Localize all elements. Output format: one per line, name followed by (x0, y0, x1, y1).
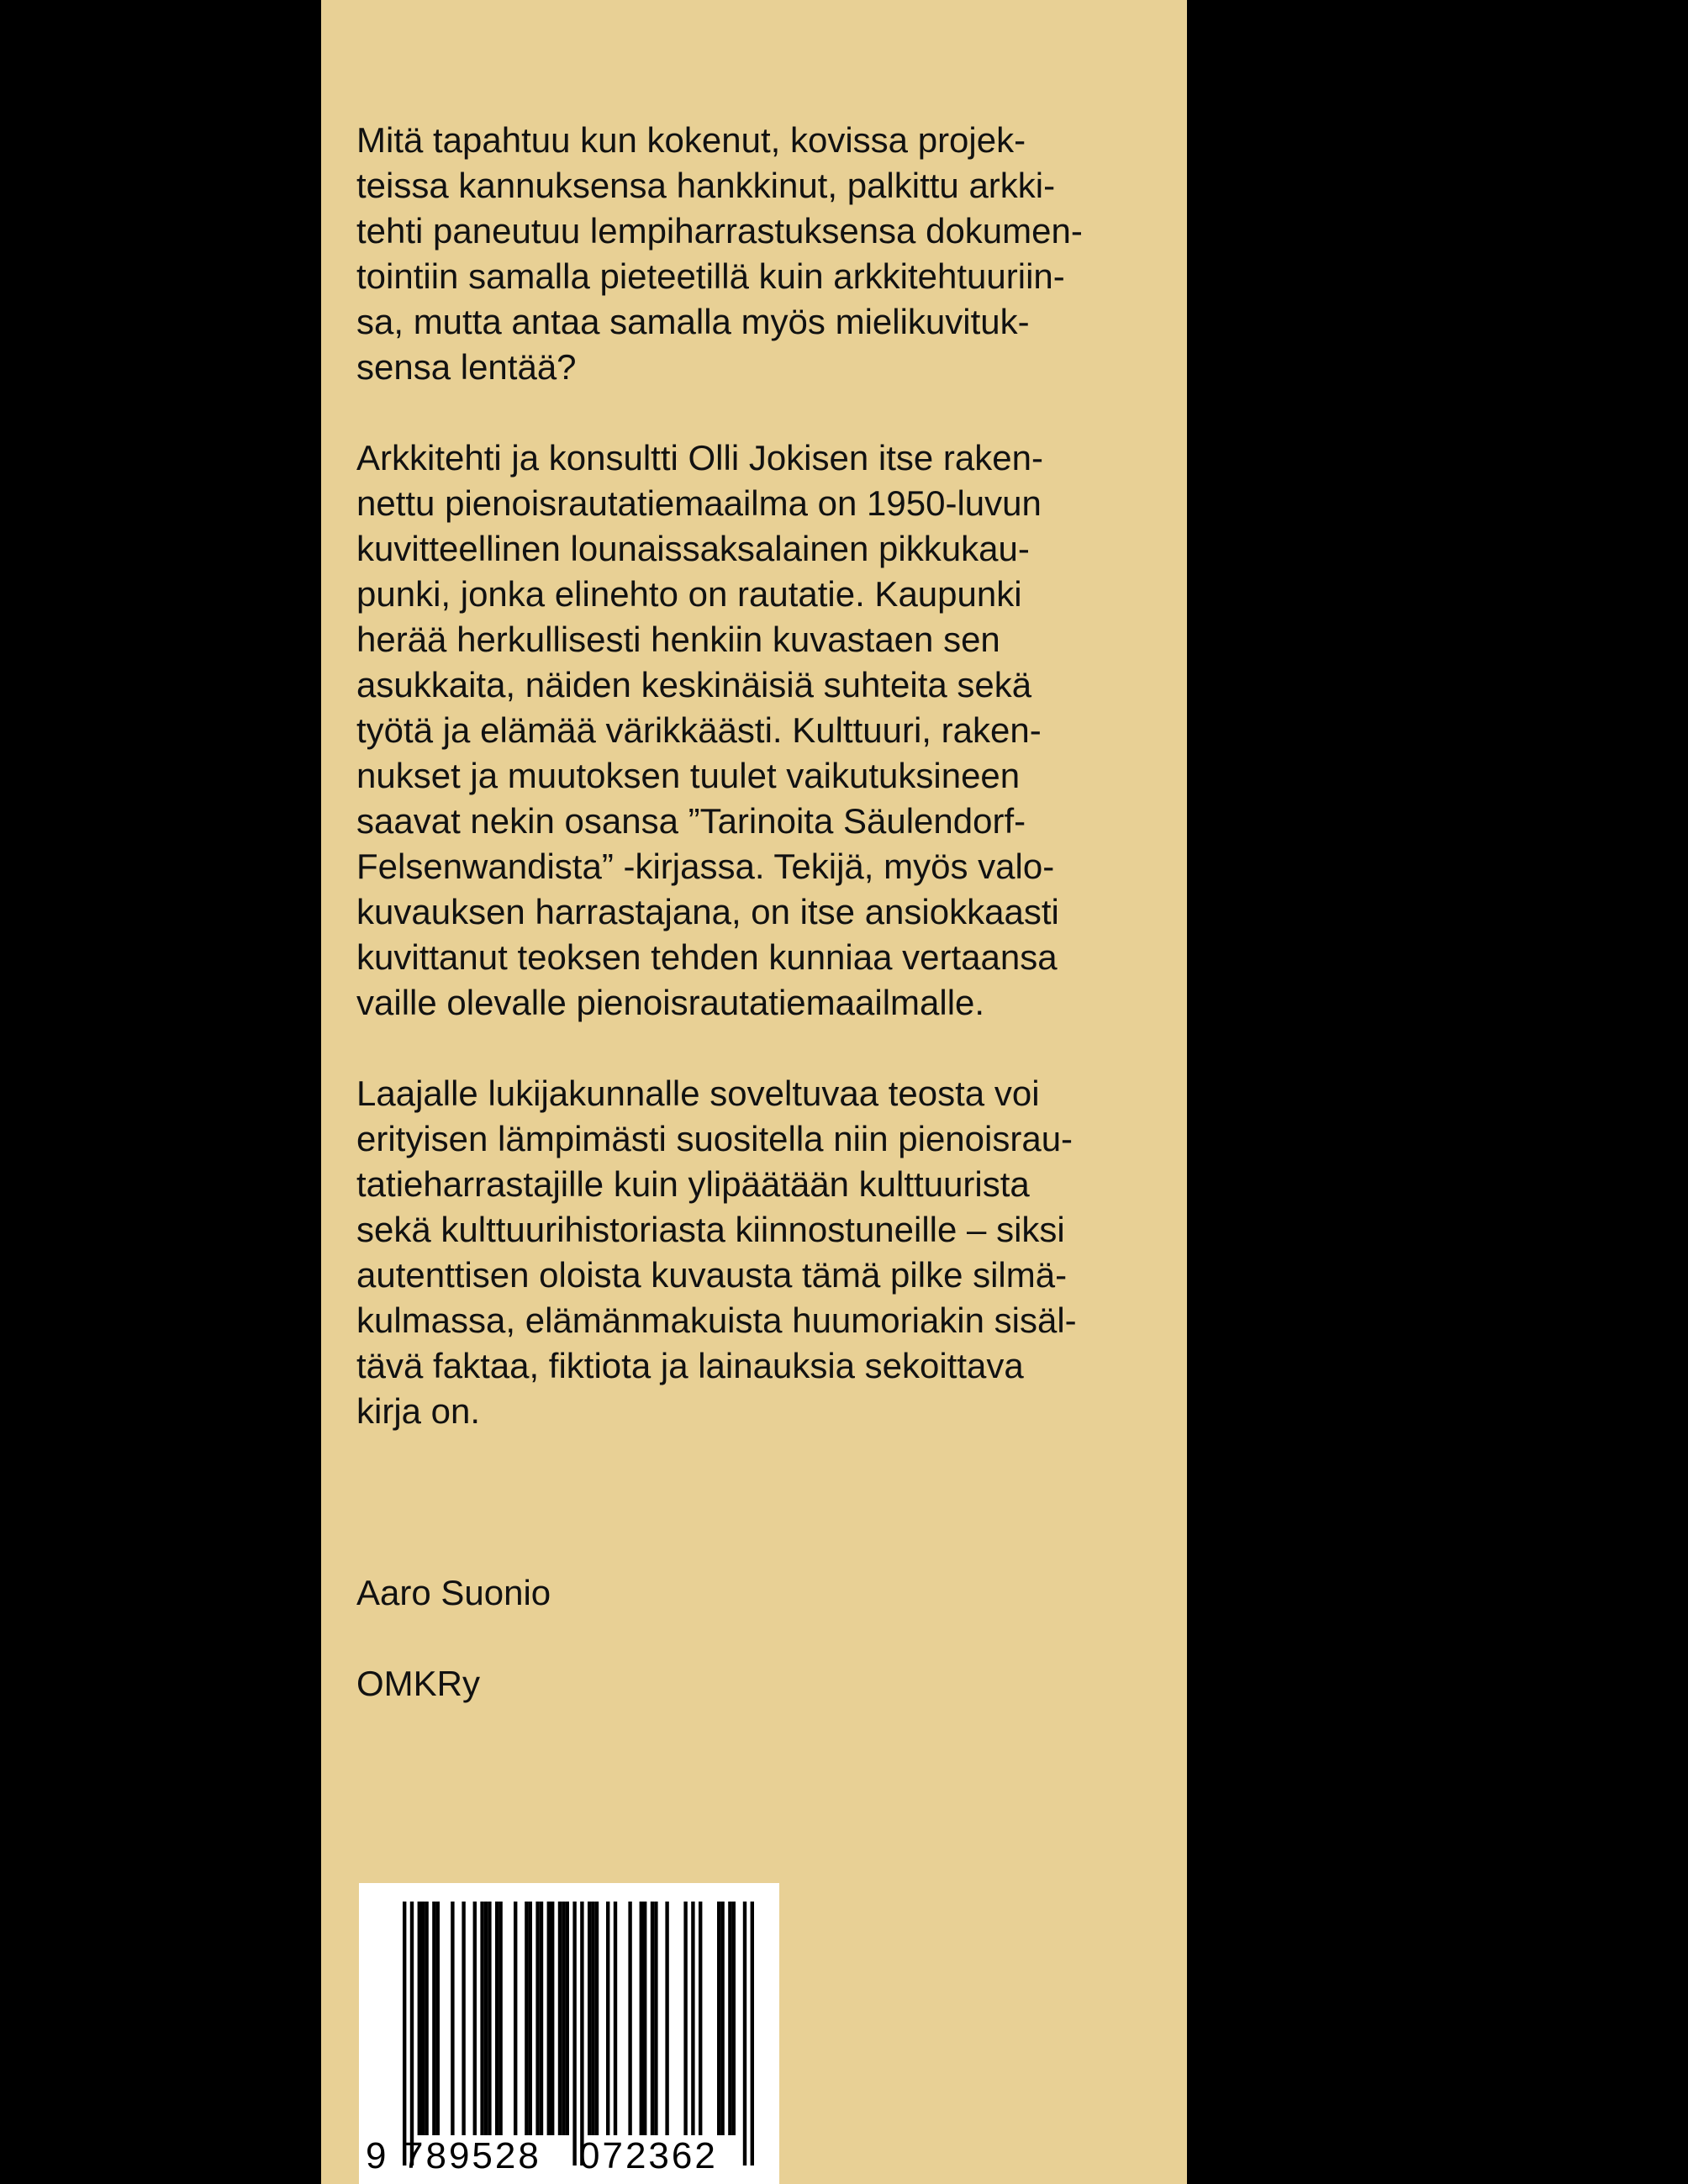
barcode-bar (572, 1902, 576, 2166)
barcode-bar (495, 1902, 498, 2135)
barcode-bar (743, 1902, 746, 2166)
barcode-bar (421, 1902, 425, 2135)
blurb-paragraph-3: Laajalle lukijakunnalle soveltuvaa teosta voi erityisen lämpimästi suositella niin pienoisrau- tatieharrastajille kuin ylipäätään kulttuurista sekä kulttuurihistoriasta kiinnostuneille – siksi autenttisen oloista kuvausta tämä pilke silmä- kulmassa, elämänmakuista huumoriakin sisäl- tävä faktaa, fiktiota ja lainauksia sekoittava kirja on. (356, 1074, 1077, 1431)
barcode-bar (473, 1902, 477, 2135)
barcode-bar (640, 1902, 643, 2135)
signature-name: Aaro Suonio (356, 1573, 551, 1612)
barcode-bar (425, 1902, 428, 2135)
book-back-cover (321, 0, 1187, 2184)
barcode-bar (529, 1902, 532, 2135)
barcode-bar (540, 1902, 543, 2135)
barcode-bar (562, 1902, 565, 2135)
barcode-bar (418, 1902, 421, 2135)
barcode-bar (566, 1902, 569, 2135)
barcode-bar (699, 1902, 702, 2135)
barcode-bar (720, 1902, 724, 2135)
barcode-bar (410, 1902, 414, 2166)
barcode-bar (651, 1902, 654, 2135)
barcode-bar (551, 1902, 554, 2135)
barcode-bar (462, 1902, 465, 2135)
isbn-left-group: 789528 (403, 2135, 541, 2176)
barcode-bar (728, 1902, 731, 2135)
barcode-bar (580, 1902, 583, 2166)
signature (356, 1525, 1172, 1752)
signature-organization: OMKRy (356, 1664, 480, 1703)
isbn-right-group: 072362 (579, 2135, 718, 2176)
barcode-bar (732, 1902, 736, 2135)
barcode-bar (403, 1902, 406, 2166)
blurb-paragraph-2: Arkkitehti ja konsultti Olli Jokisen itse raken- nettu pienoisrautatiemaailma on 1950-luvun kuvitteellinen lounaissaksalainen pikkukau- punki, jonka elinehto on rautatie. Kaupunki herää herkullisesti henkiin kuvastaen sen asukkaita, näiden keskinäisiä suhteita sekä työtä ja elämää värikkäästi. Kulttuuri, raken- nukset ja muutoksen tuulet vaikutuksineen saavat nekin osansa ”Tarinoita Säulendorf- Felsenwandista” -kirjassa. Tekijä, myös valo- kuvauksen harrastajana, on itse ansiokkaasti kuvittanut teoksen tehden kunniaa vertaansa vaille olevalle pienoisrautatiemaailmalle. (356, 438, 1059, 1022)
barcode-bar (665, 1902, 668, 2135)
isbn-number (359, 2135, 779, 2177)
barcode-bar (432, 1902, 435, 2135)
barcode-bar (535, 1902, 539, 2135)
barcode-bar (480, 1902, 483, 2135)
barcode-bar (654, 1902, 657, 2135)
barcode-bar (717, 1902, 720, 2135)
barcode-bar (514, 1902, 517, 2135)
barcode-bar (683, 1902, 687, 2135)
barcode-bar (751, 1902, 754, 2166)
barcode-bar (558, 1902, 562, 2135)
barcode-bar (525, 1902, 528, 2135)
barcode-bar (643, 1902, 646, 2135)
barcode-bar (628, 1902, 631, 2135)
isbn-barcode (359, 1883, 779, 2184)
barcode-bar (595, 1902, 599, 2135)
barcode-bar (451, 1902, 454, 2135)
barcode-bar (547, 1902, 551, 2135)
barcode-bar (591, 1902, 594, 2135)
barcode-bar (436, 1902, 440, 2135)
barcode-bar (691, 1902, 694, 2135)
barcode-bar (498, 1902, 502, 2135)
blurb-text (356, 118, 1172, 1752)
barcode-bar (614, 1902, 617, 2135)
barcode-bar (484, 1902, 488, 2135)
barcode-bar (588, 1902, 591, 2135)
barcode-bar (606, 1902, 609, 2135)
isbn-first-digit: 9 (366, 2135, 387, 2176)
barcode-bar (488, 1902, 491, 2135)
blurb-paragraph-1: Mitä tapahtuu kun kokenut, kovissa projek- teissa kannuksensa hankkinut, palkittu arkki- tehti paneutuu lempiharrastuksensa dokumen- tointiin samalla pieteetillä kuin arkkitehtuuriin- sa, mutta antaa samalla myös mielikuvituk- sensa lentää? (356, 120, 1083, 387)
